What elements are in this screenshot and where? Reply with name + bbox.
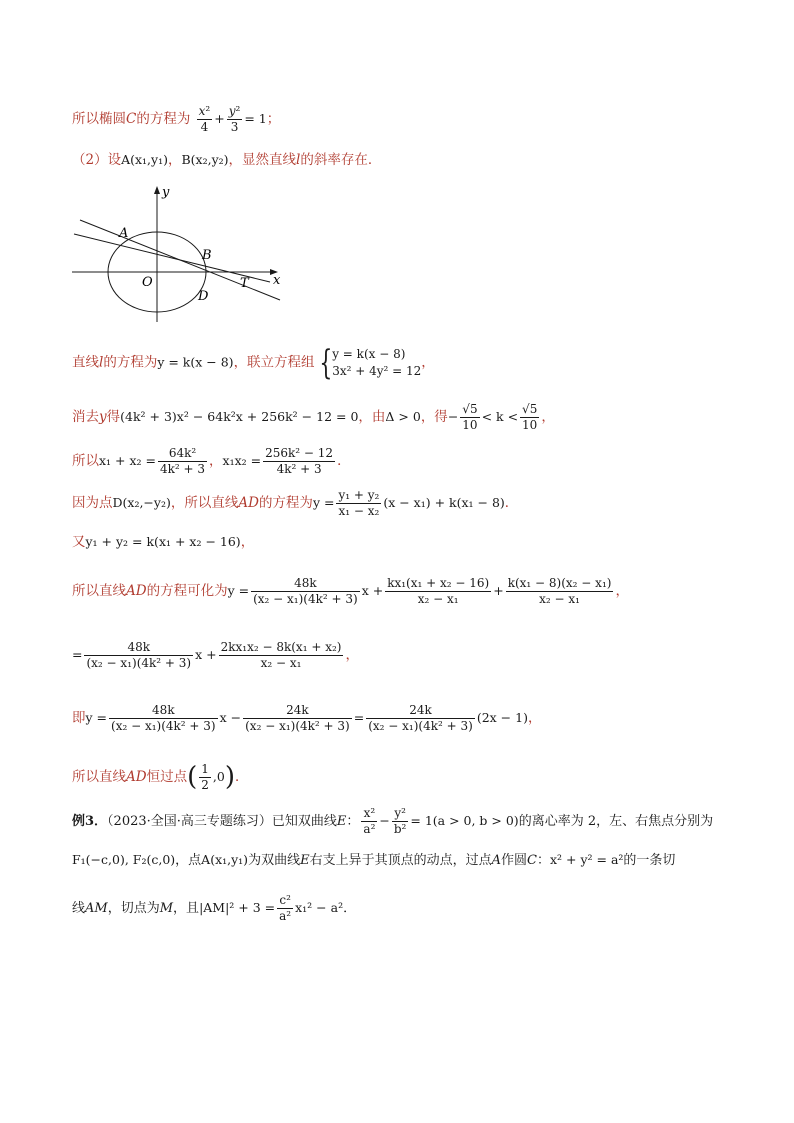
text: 得 <box>106 409 121 425</box>
var-C: C <box>126 111 137 127</box>
sum-y-line <box>72 534 254 550</box>
right-paren: ) <box>224 762 235 792</box>
line-l-equation <box>72 343 435 383</box>
system-eq-1: y = k(x − 8) <box>332 347 406 362</box>
numerator: 48k <box>84 640 193 656</box>
fraction: $\frac{\text{y²}}{3}$ <box>228 104 241 134</box>
line-l <box>74 234 270 282</box>
text: ： <box>536 853 550 868</box>
text: ，由 <box>358 409 386 425</box>
text: 所以直线 <box>72 583 126 599</box>
text: ． <box>504 495 519 511</box>
text: 所以直线 <box>72 769 126 786</box>
fraction <box>277 893 293 924</box>
numerator: 64k² <box>158 446 207 462</box>
text: ，且 <box>173 901 200 916</box>
rhs: (x − x₁) + k(x₁ − 8) <box>383 495 505 510</box>
fraction <box>199 762 211 793</box>
text: 消去 <box>72 409 99 425</box>
vieta-line <box>72 446 351 477</box>
label-y: y <box>162 185 170 200</box>
text: 又 <box>72 534 86 550</box>
line-AD-combined <box>72 640 359 671</box>
var-E: E <box>300 853 310 868</box>
fraction <box>243 703 352 734</box>
left-paren: ( <box>187 762 198 792</box>
label-A: A <box>119 226 129 241</box>
term: x + <box>195 647 217 662</box>
denominator: (x₂ − x₁)(4k² + 3) <box>368 719 473 733</box>
circle-equation: x² + y² = a² <box>549 852 624 867</box>
var-E: E <box>336 814 347 829</box>
equation-rhs: x₁² − a² <box>295 900 344 915</box>
point-A: A(x₁,y₁) <box>121 152 168 167</box>
y-axis-arrow-icon <box>154 186 160 194</box>
var-l: l <box>296 152 301 168</box>
system-eq-2: 3x² + 4y² = 12 <box>332 364 422 378</box>
numerator: 256k² − 12 <box>265 446 334 460</box>
equation-lhs: |AM|² + 3 = <box>199 900 276 915</box>
numerator: √5 <box>462 402 478 416</box>
var-y: y <box>99 409 107 425</box>
numerator: 1 <box>201 762 209 777</box>
lhs: y = <box>312 495 335 510</box>
text: 的方程为 <box>258 495 313 511</box>
text: ； <box>266 111 281 127</box>
fraction <box>520 402 539 433</box>
line-AD-final <box>72 703 541 734</box>
condition: Δ > 0 <box>385 409 421 424</box>
lhs: y = <box>227 583 250 598</box>
quadratic-equation: (4k² + 3)x² − 64k²x + 256k² − 12 = 0 <box>120 409 359 424</box>
text: 所以椭圆 <box>72 111 126 127</box>
inequality: < k < <box>481 409 519 424</box>
equation: y₁ + y₂ = k(x₁ + x₂ − 16) <box>85 534 241 549</box>
denominator: (x₂ − x₁)(4k² + 3) <box>253 592 358 606</box>
line-AD-equation <box>72 488 518 519</box>
numerator: kx₁(x₁ + x₂ − 16) <box>387 576 490 590</box>
point-B: B(x₂,y₂) <box>181 152 229 167</box>
text: 线 <box>72 901 86 916</box>
denominator: x₂ − x₁ <box>260 656 302 670</box>
var-C: C <box>527 853 537 868</box>
text: ， <box>541 409 555 425</box>
point-D: D(x₂,−y₂) <box>112 495 171 510</box>
text: 恒过点 <box>146 769 188 786</box>
sum-lhs: x₁ + x₂ = <box>99 453 156 468</box>
example3-line1 <box>72 806 713 837</box>
denominator: (x₂ − x₁)(4k² + 3) <box>86 656 192 670</box>
fraction <box>109 703 218 734</box>
fraction <box>158 446 207 477</box>
point-coord: ,0 <box>212 769 225 785</box>
ellipse-figure <box>70 180 285 330</box>
text: ， <box>345 647 359 663</box>
fixed-point-line <box>72 762 248 793</box>
fraction <box>84 640 193 671</box>
numerator: 24k <box>243 703 352 719</box>
fraction <box>392 806 409 837</box>
text: 为双曲线 <box>248 853 301 868</box>
numerator: √5 <box>522 402 538 416</box>
denominator: b² <box>393 822 407 836</box>
denominator: a² <box>279 909 292 923</box>
text: 即 <box>72 710 86 726</box>
denominator: x₁ − x₂ <box>338 504 380 518</box>
example-label: 例3． <box>72 814 108 829</box>
denominator: x₂ − x₁ <box>539 592 580 606</box>
numerator: 48k <box>109 703 218 719</box>
text: ，联立方程组 <box>233 354 315 371</box>
denominator: a² <box>363 822 376 836</box>
minus: − <box>447 409 459 424</box>
term: x − <box>219 710 242 725</box>
fraction <box>460 402 479 433</box>
example3-line2 <box>72 852 675 869</box>
text: （2023·全国·高三专题练习）已知双曲线 <box>107 814 337 829</box>
numerator: 24k <box>366 703 475 719</box>
term: (2x − 1) <box>476 710 528 725</box>
var-AD: AD <box>126 769 147 786</box>
var-M: M <box>159 901 174 916</box>
denominator: 2 <box>201 778 209 793</box>
numerator: y₁ + y₂ <box>338 488 380 502</box>
text: ，切点为 <box>107 901 160 916</box>
text: ， <box>167 152 182 168</box>
numerator: k(x₁ − 8)(x₂ − x₁) <box>507 576 612 590</box>
fraction <box>336 488 381 519</box>
point-A: A(x₁,y₁) <box>201 852 249 867</box>
plus: + <box>493 583 504 598</box>
denominator: (x₂ − x₁)(4k² + 3) <box>245 719 350 733</box>
fraction <box>385 576 491 607</box>
text: 因为点 <box>72 495 113 511</box>
label-B: B <box>202 248 212 263</box>
fraction <box>361 806 377 837</box>
term: x + <box>361 583 384 598</box>
var-l: l <box>99 354 104 371</box>
var-AD: AD <box>126 583 147 599</box>
example3-line3 <box>72 893 356 924</box>
text: ， <box>527 710 542 726</box>
lhs: y = <box>85 710 108 725</box>
denominator: 4k² + 3 <box>276 462 322 476</box>
var-AD: AD <box>238 495 259 511</box>
denominator: (x₂ − x₁)(4k² + 3) <box>111 719 216 733</box>
text: ， <box>240 534 255 550</box>
text: ，显然直线 <box>228 152 297 168</box>
part2-setup-line <box>72 152 381 168</box>
eliminate-y-line <box>72 402 555 433</box>
text: ． <box>337 453 351 469</box>
left-brace-icon: { <box>318 343 332 383</box>
denominator: x₂ − x₁ <box>417 592 459 606</box>
text: 的方程为 <box>103 354 158 371</box>
fraction <box>366 703 475 734</box>
text: 的方程为 <box>136 111 191 127</box>
text: 右支上异于其顶点的动点，过点 <box>309 853 492 868</box>
foci: F₁(−c,0), F₂(c,0) <box>72 852 176 867</box>
numerator: y² <box>392 806 409 822</box>
text: 的一条切 <box>623 853 676 868</box>
fraction <box>506 576 614 607</box>
text: ： <box>346 814 360 829</box>
text: 的方程可化为 <box>146 583 228 599</box>
var-AM: AM <box>85 901 108 916</box>
label-x: x <box>273 273 281 288</box>
line-AD-simplified <box>72 576 629 607</box>
text: 所以 <box>72 453 99 469</box>
denominator: 4k² + 3 <box>160 462 206 476</box>
numerator: c² <box>277 893 293 909</box>
label-D: D <box>198 289 209 304</box>
text: ，点 <box>175 853 202 868</box>
text: 的离心率为 2，左、右焦点分别为 <box>518 814 714 829</box>
equals: = <box>353 710 365 725</box>
var-A: A <box>491 853 501 868</box>
text: 直线 <box>72 354 99 371</box>
equation-system <box>332 346 421 380</box>
denominator: 10 <box>522 418 538 432</box>
text: ， <box>421 354 435 371</box>
numerator: 48k <box>251 576 360 592</box>
fraction <box>251 576 360 607</box>
text: ． <box>234 769 249 786</box>
product-lhs: x₁x₂ = <box>222 453 262 468</box>
equation-tail: = 1(a > 0, b > 0) <box>410 813 519 828</box>
numerator: 2kx₁x₂ − 8k(x₁ + x₂) <box>220 640 342 654</box>
label-T: T <box>240 276 249 291</box>
equals: = <box>72 647 83 662</box>
text: 作圆 <box>500 853 527 868</box>
text: ， <box>615 583 629 599</box>
fraction: $\frac{\text{x²}}{4}$ <box>198 104 211 134</box>
fraction <box>263 446 335 477</box>
label-O: O <box>142 275 153 290</box>
numerator: x² <box>361 806 377 822</box>
minus: − <box>379 813 390 828</box>
text: 的斜率存在． <box>300 152 382 168</box>
text: ，所以直线 <box>170 495 239 511</box>
text: （2）设 <box>72 152 122 168</box>
equation: y = k(x − 8) <box>157 354 234 370</box>
fraction <box>219 640 344 671</box>
ellipse-equation-line: 所以椭圆C的方程为 $\frac{\text{x²}}{4}$ + $\frac{\text{y²}}{3}$ = 1； <box>72 104 281 134</box>
denominator: 10 <box>462 418 478 432</box>
text: ，得 <box>420 409 448 425</box>
text: ， <box>209 453 223 469</box>
text: ． <box>343 901 357 916</box>
